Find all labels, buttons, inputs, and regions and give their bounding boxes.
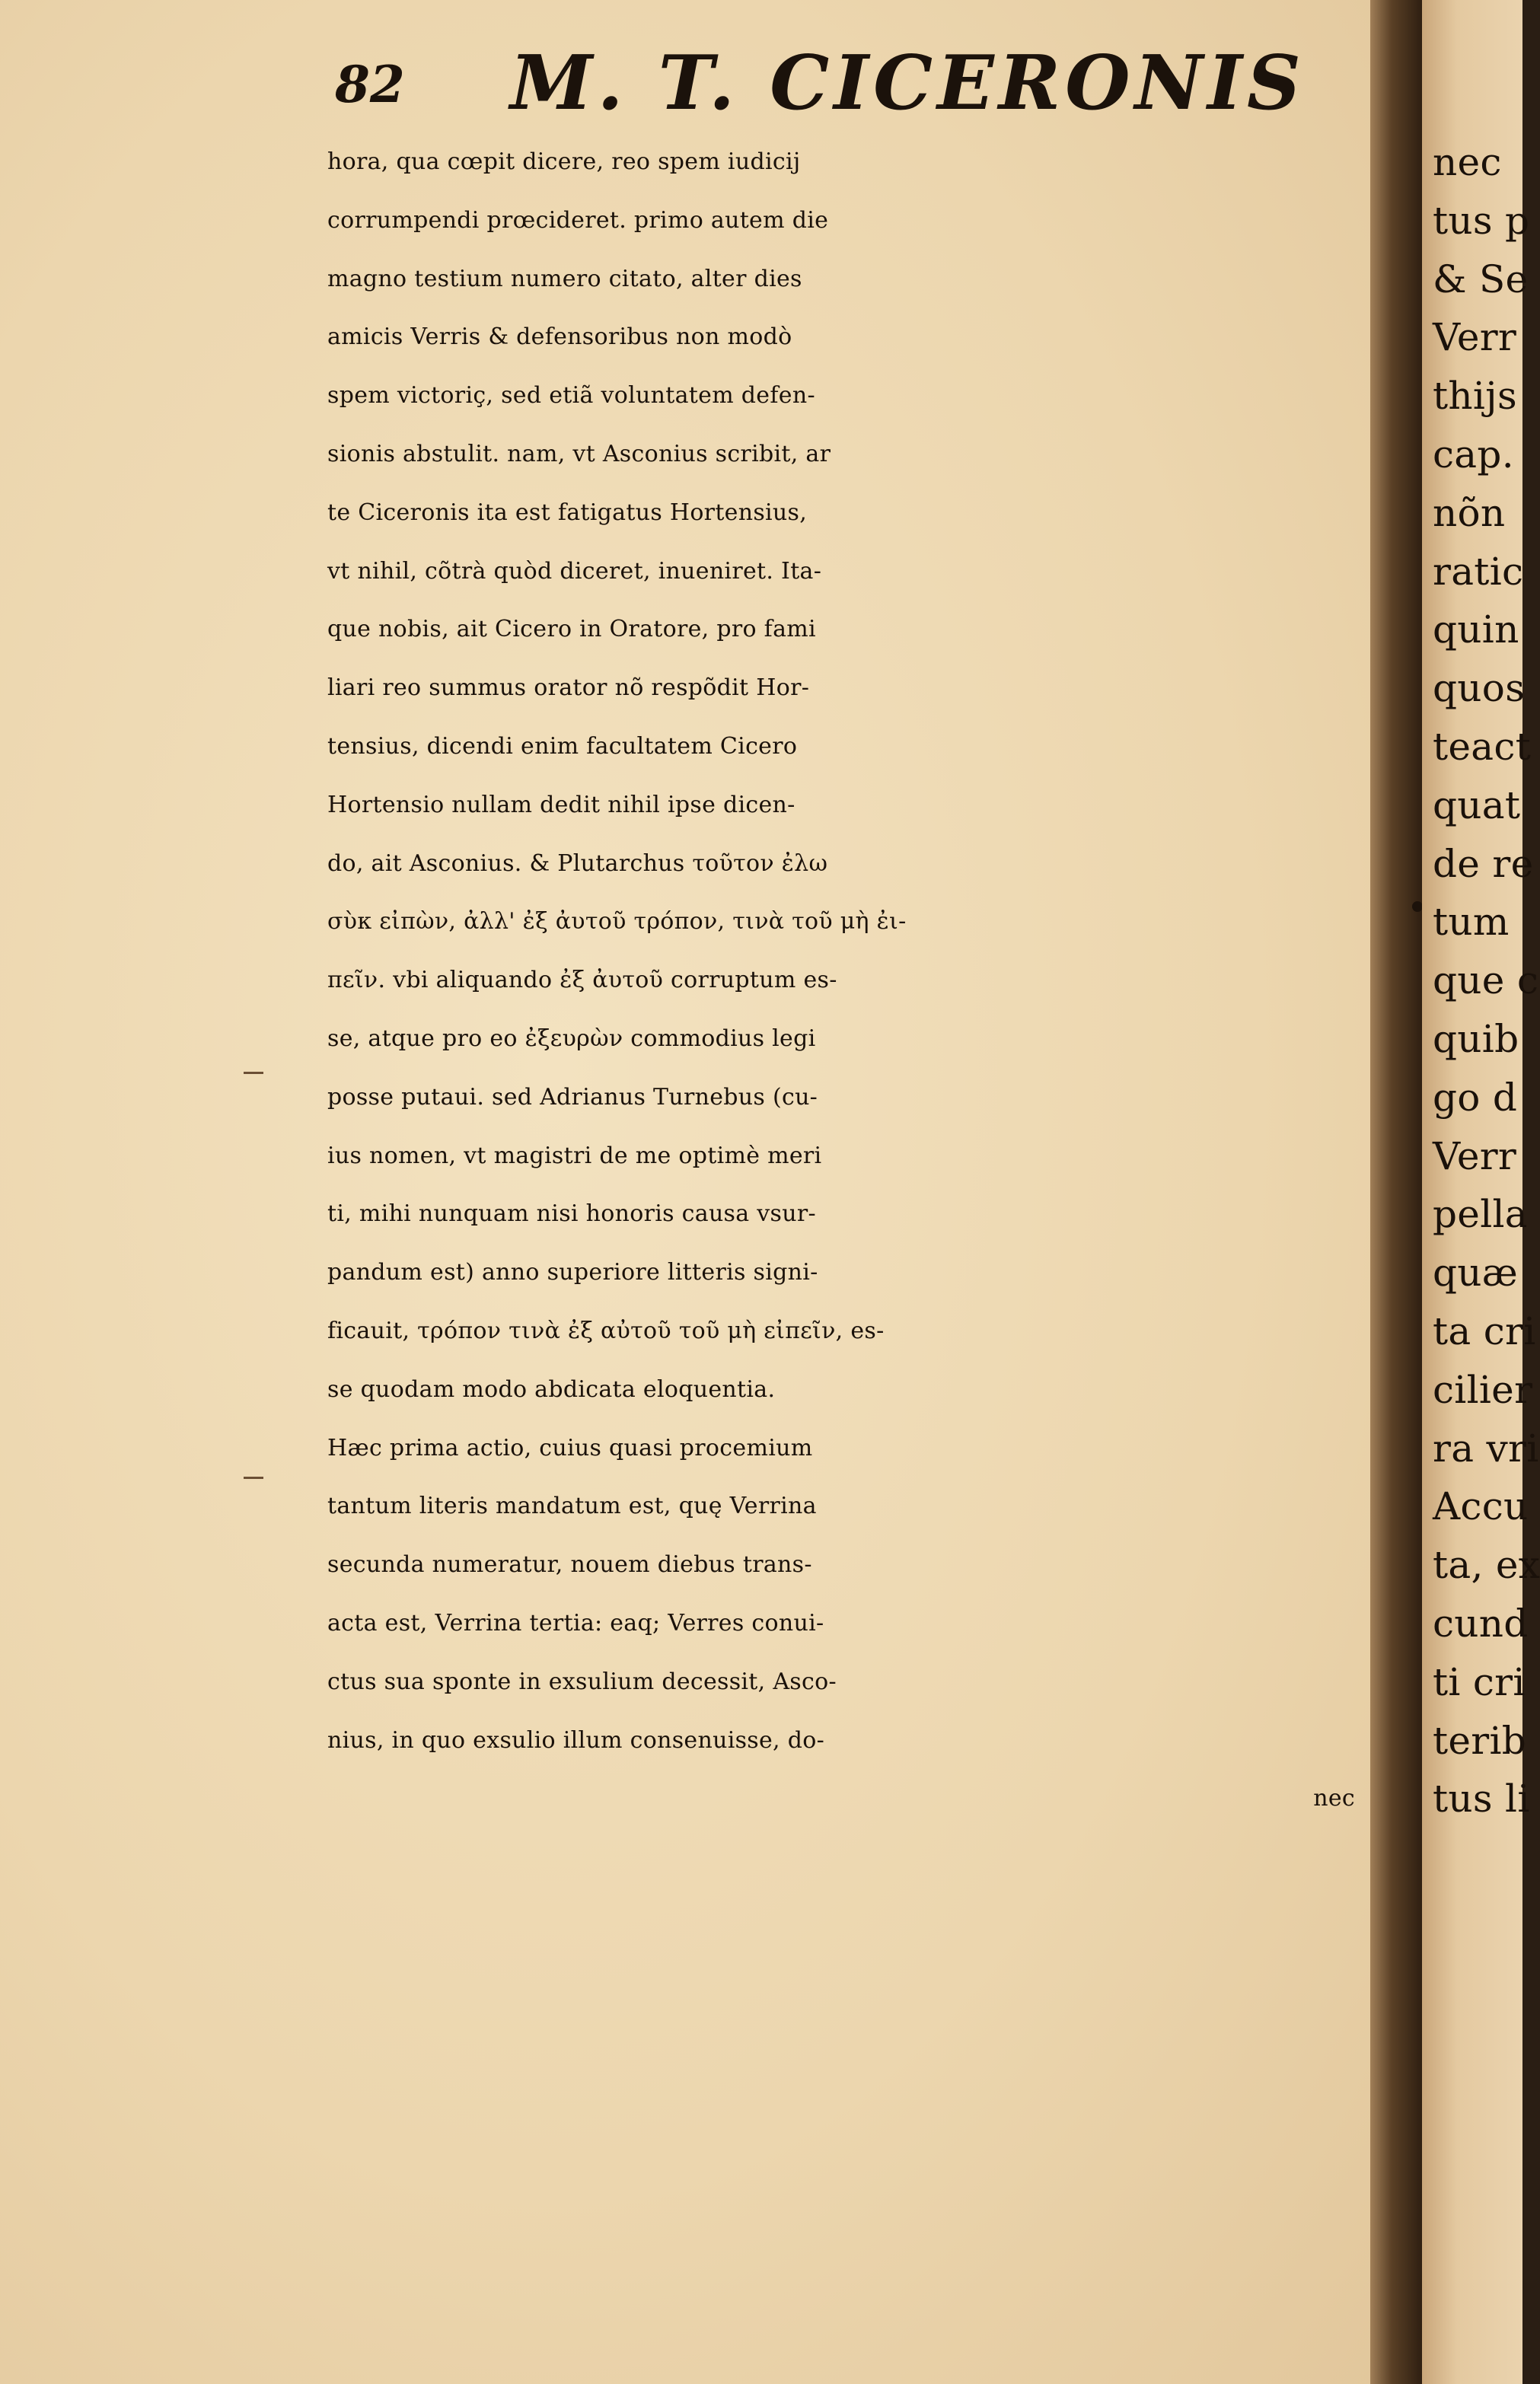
- text-line: liari reo summus orator nõ respõdit Hor-: [327, 674, 810, 702]
- facing-line: Verr: [1433, 1133, 1517, 1178]
- text-line: sionis abstulit. nam, vt Asconius scribit, ar: [327, 440, 831, 467]
- text-line: Hæc prima actio, cuius quasi procemium: [327, 1434, 813, 1461]
- text-line: pandum est) anno superiore litteris signi-: [327, 1259, 818, 1286]
- text-line: corrumpendi prœcideret. primo autem die: [327, 206, 829, 234]
- facing-line: ta, ex: [1433, 1543, 1540, 1588]
- text-line: te Ciceronis ita est fatigatus Hortensius,: [327, 499, 808, 526]
- facing-line: quos: [1433, 666, 1526, 711]
- facing-line: Verr: [1433, 315, 1517, 360]
- facing-line: quat: [1433, 782, 1521, 827]
- facing-line: cilier: [1433, 1367, 1533, 1412]
- facing-line: tum: [1433, 900, 1510, 945]
- book-gutter: [1370, 0, 1424, 2384]
- text-line: se, atque pro eo ἐξευρὼν commodius legi: [327, 1025, 816, 1052]
- facing-line: cap.: [1433, 432, 1514, 476]
- text-line: magno testium numero citato, alter dies: [327, 265, 802, 292]
- text-line: σὺκ εἰπὼν, ἀλλ' ἐξ ἀυτοῦ τρόπον, τινὰ τοῦ μὴ ἐι-: [327, 908, 907, 935]
- facing-page-edge: [1422, 0, 1540, 2384]
- text-line: acta est, Verrina tertia: eaq; Verres conui-: [327, 1609, 824, 1637]
- text-line: Hortensio nullam dedit nihil ipse dicen-: [327, 791, 796, 818]
- text-line: spem victoriç, sed etiã voluntatem defen-: [327, 382, 815, 410]
- facing-line: quin: [1433, 607, 1519, 652]
- margin-mark: [244, 1477, 263, 1479]
- facing-page-text: [1433, 133, 1540, 1828]
- text-line: posse putaui. sed Adrianus Turnebus (cu-: [327, 1083, 818, 1111]
- text-line: tensius, dicendi enim facultatem Cicero: [327, 732, 798, 760]
- facing-line: go d: [1433, 1075, 1518, 1120]
- text-line: ius nomen, vt magistri de me optimè meri: [327, 1142, 822, 1169]
- text-line: que nobis, ait Cicero in Oratore, pro fami: [327, 616, 816, 643]
- facing-line: ta cri: [1433, 1308, 1536, 1353]
- text-line: nius, in quo exsulio illum consenuisse, do-: [327, 1726, 825, 1754]
- facing-line: que c: [1433, 958, 1539, 1003]
- text-line: πεῖν. vbi aliquando ἐξ ἀυτοῦ corruptum es-: [327, 967, 837, 994]
- text-line: tantum literis mandatum est, quę Verrina: [327, 1493, 817, 1520]
- facing-line: quæ: [1433, 1251, 1519, 1296]
- facing-line: tus li: [1433, 1777, 1530, 1821]
- facing-line: nõn: [1433, 490, 1506, 535]
- running-head: M. T. CICERONIS: [510, 40, 1306, 127]
- text-line: ctus sua sponte in exsulium decessit, Asco-: [327, 1668, 837, 1695]
- text-line: nec: [1313, 1785, 1355, 1812]
- facing-line: nec: [1433, 140, 1502, 184]
- facing-line: terib: [1433, 1718, 1527, 1763]
- facing-line: teact: [1433, 724, 1532, 769]
- ink-spot: [1412, 901, 1423, 912]
- facing-line: thijs: [1433, 374, 1517, 419]
- margin-mark: [244, 1072, 263, 1074]
- text-line: secunda numeratur, nouem diebus trans-: [327, 1551, 812, 1579]
- text-line: do, ait Asconius. & Plutarchus τοῦτον ἐλω: [327, 849, 828, 877]
- facing-line: cund: [1433, 1601, 1529, 1646]
- facing-line: de re: [1433, 841, 1534, 886]
- facing-line: tus p: [1433, 198, 1530, 243]
- facing-line: & Se: [1433, 257, 1529, 301]
- facing-line: ti cri: [1433, 1659, 1526, 1704]
- facing-line: quib: [1433, 1016, 1519, 1061]
- text-line: ficauit, τρόπον τινὰ ἐξ αὐτοῦ τοῦ μὴ εἰπεῖν, es-: [327, 1317, 885, 1344]
- facing-line: ra vri: [1433, 1426, 1539, 1471]
- text-line: ti, mihi nunquam nisi honoris causa vsur-: [327, 1200, 816, 1228]
- page-number: 82: [335, 55, 405, 114]
- facing-line: pella: [1433, 1192, 1528, 1237]
- text-line: hora, qua cœpit dicere, reo spem iudicij: [327, 148, 801, 175]
- body-text: [327, 133, 1370, 1828]
- facing-line: Accu: [1433, 1484, 1529, 1529]
- facing-line: ratic: [1433, 549, 1524, 594]
- text-line: vt nihil, cõtrà quòd diceret, inueniret. Ita-: [327, 557, 822, 585]
- page-header: [335, 40, 1325, 139]
- text-line: amicis Verris & defensoribus non modò: [327, 323, 792, 351]
- text-line: se quodam modo abdicata eloquentia.: [327, 1375, 776, 1403]
